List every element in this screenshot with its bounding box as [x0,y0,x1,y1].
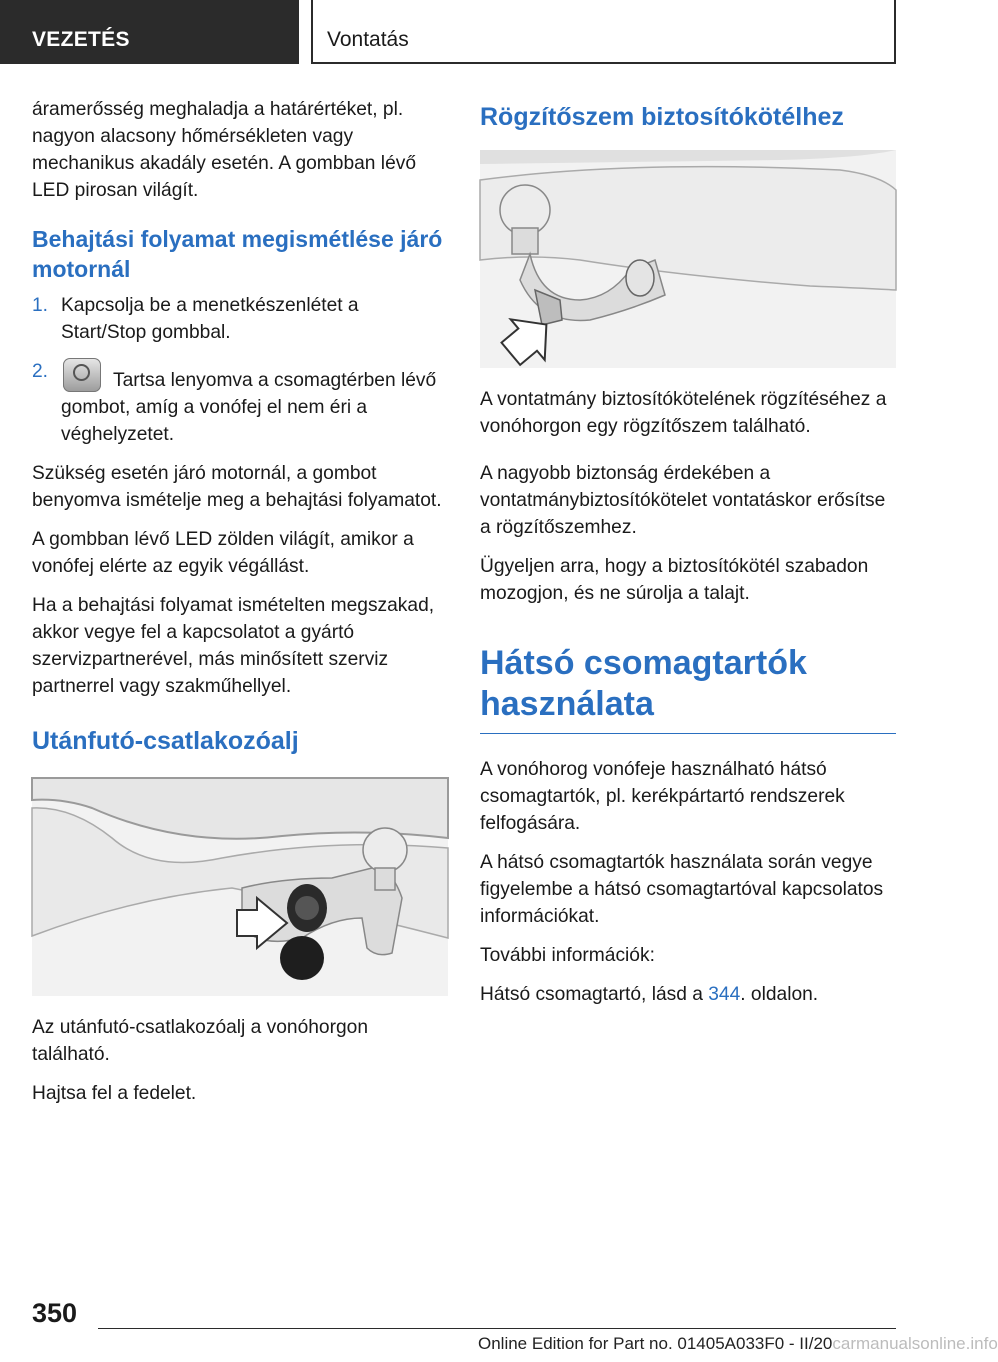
ref-text: . oldalon. [740,984,819,1005]
list-item [32,292,448,346]
heading-trailer-socket: Utánfutó-csatlakozóalj [32,727,299,755]
edition-text: Online Edition for Part no. 01405A033F0 - II/20 [478,1334,833,1353]
paragraph: További információk: [480,945,655,966]
page-link[interactable]: 344 [708,984,741,1005]
left-column [32,96,448,1119]
ref-text: Hátsó csomagtartó, lásd a [480,984,703,1005]
step-number: 1. [32,295,49,316]
list-item [32,358,448,448]
heading-repeat-retract: Behajtási folyamat megismétlése járó motornál [32,226,443,282]
paragraph: A vontatmány biztosítókötelének rögzítéséhez a vonóhorgon egy rögzítőszem található. [480,389,887,437]
section-tab [0,0,299,64]
steps-list [32,292,448,448]
right-column [480,96,896,1020]
paragraph: A gombban lévő LED zölden világít, amikor a vonófej elérte az egyik végállást. [32,529,414,577]
section-title: VEZETÉS [32,28,130,51]
safety-eye-illustration [480,150,896,368]
watermark: carmanualsonline.info [832,1334,998,1353]
chapter-tab [311,0,896,64]
paragraph: A nagyobb biztonság érdekében a vontatmánybiztosítókötelet vontatáskor erősítse a rögzítőszemhez. [480,463,886,538]
footer-edition [478,1334,998,1354]
step-text: Tartsa lenyomva a csomagtérben lévő gombot, amíg a vonófej el nem éri a véghelyzetet. [61,370,437,445]
page-number: 350 [32,1298,78,1328]
cross-reference [480,981,896,1008]
paragraph: Hajtsa fel a fedelet. [32,1083,197,1104]
paragraph: A vonóhorog vonófeje használható hátsó csomagtartók, pl. kerékpártartó rendszerek felfogására. [480,759,845,834]
step-number: 2. [32,361,49,382]
paragraph: A hátsó csomagtartók használata során vegye figyelembe a hátsó csomagtartóval kapcsolatos információkat. [480,852,884,927]
intro-paragraph: áramerősség meghaladja a határértéket, pl. nagyon alacsony hőmérsékleten vagy mechanikus akadály esetén. A gombban lévő LED pirosan világít. [32,99,417,201]
paragraph: Az utánfutó-csatlakozóalj a vonóhorgon található. [32,1017,368,1065]
trailer-socket-illustration [32,778,448,996]
heading-safety-eye: Rögzítőszem biztosítókötélhez [480,103,844,131]
tailgate-button-icon [63,358,101,392]
step-text: Kapcsolja be a menetkészenlétet a Start/Stop gombbal. [61,295,359,343]
chapter-title: Vontatás [327,28,409,51]
heading-rear-carriers: Hátsó csomagtartók használata [480,643,896,734]
paragraph: Ha a behajtási folyamat ismételten megszakad, akkor vegye fel a kapcsolatot a gyártó szervizpartnerével, más minősített szerviz partnerrel vagy szakműhellyel. [32,595,435,697]
paragraph: Ügyeljen arra, hogy a biztosítókötél szabadon mozogjon, és ne súrolja a talajt. [480,556,869,604]
paragraph: Szükség esetén járó motornál, a gombot benyomva ismételje meg a behajtási folyamatot. [32,463,442,511]
footer-rule [98,1328,896,1329]
